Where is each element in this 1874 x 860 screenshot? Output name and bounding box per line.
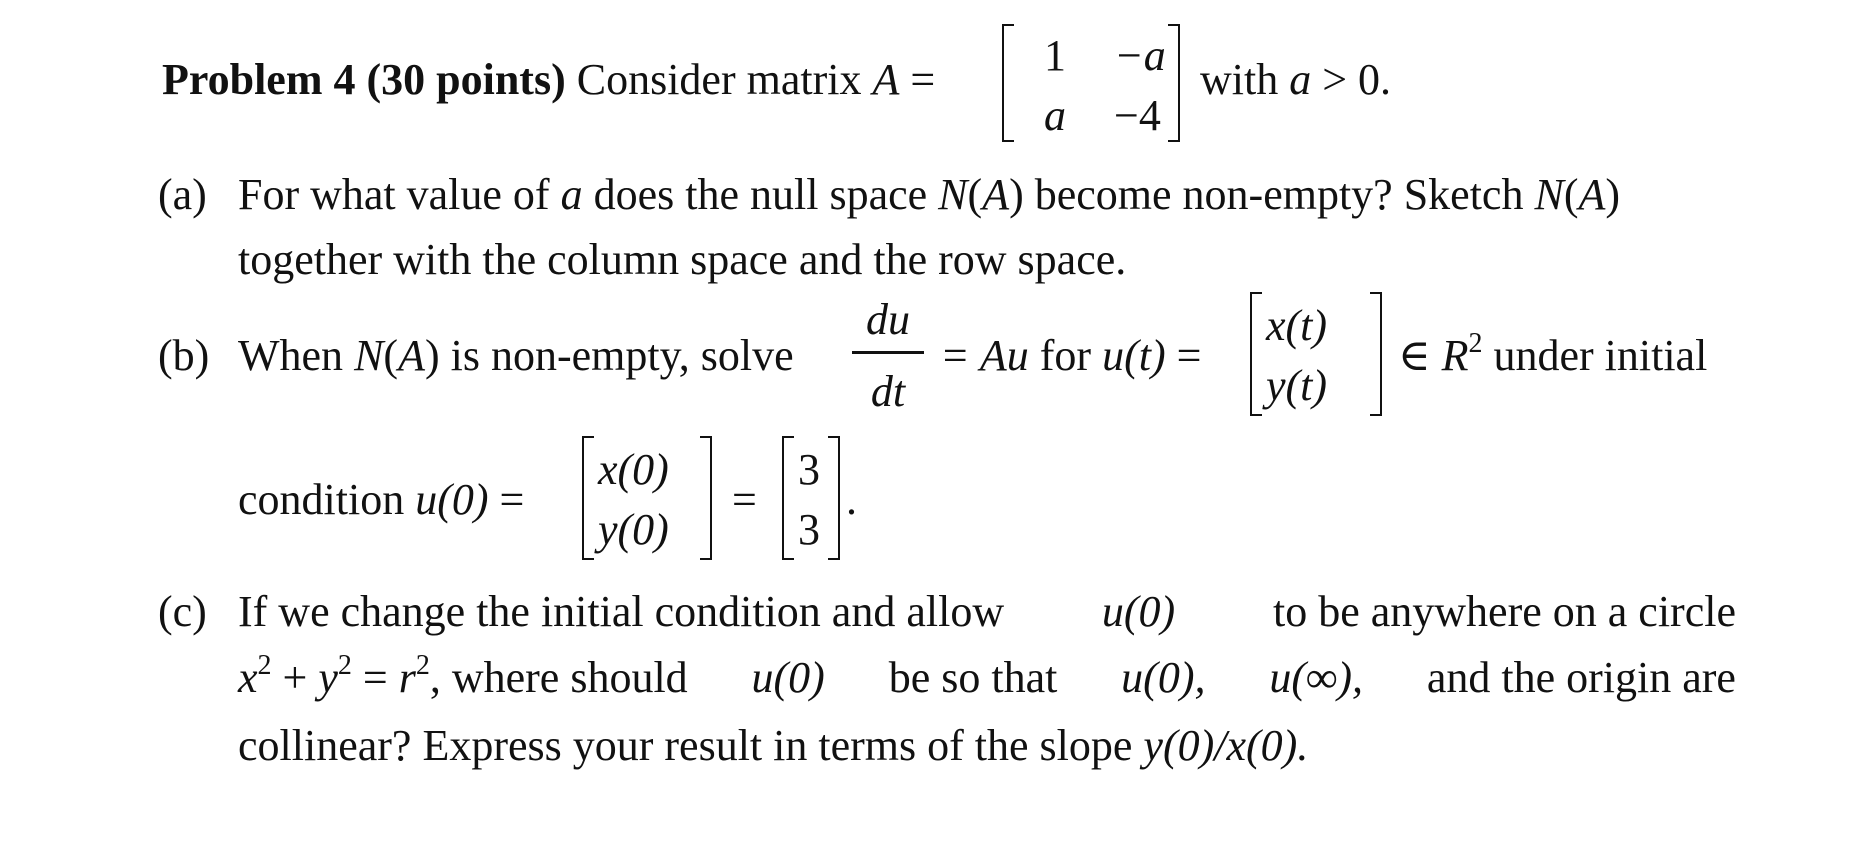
vector-values <box>782 436 840 560</box>
part-a-label: (a) <box>158 170 207 219</box>
part-c-line-2: $x^2 + y^2 = r^2$, where should u(0) be so that u(0), u(∞), and the origin are <box>238 650 1736 702</box>
right-bracket <box>700 436 712 560</box>
vector-entry: 3 <box>798 505 820 554</box>
vector-u-t <box>1250 292 1382 416</box>
circle-equation: $x^2 + y^2 = r^2$, where should <box>238 650 688 702</box>
part-c-label: (c) <box>158 587 207 636</box>
problem-page: Problem 4 (30 points) Consider matrix A = 1 −a a −4 with a > 0. (a) For what value of a does the null space N(A) become non-empty? Sketch N(A) together with the column space and the row space. (b) When N(A) is non-empty, solve du dt = Au for u(t) = x(t) y(t) ∈ $R^2$ under initial condition u(0) = x(0) y(0) = 3 3 . (c) If we change the initial condition and allow u(0) to be anywhere on a circle $x^2 + y^2 = r^2$, where should u(0) be so that u(0), u(∞), and the origin are collinear? Express your result in terms of the slope y(0)/x(0). <box>0 0 1874 860</box>
matrix-cell: 1 <box>1044 31 1066 80</box>
vector-u-0 <box>582 436 712 560</box>
part-b-line-2: condition u(0) = <box>238 475 525 524</box>
part-a-line-2: together with the column space and the row space. <box>238 235 1127 284</box>
part-b-line-1-tail: ∈ $R^2$ under initial <box>1398 328 1708 380</box>
right-bracket <box>828 436 840 560</box>
left-bracket <box>1250 292 1262 416</box>
vector-entry: y(t) <box>1266 361 1328 410</box>
right-bracket <box>1370 292 1382 416</box>
left-bracket <box>1002 24 1014 142</box>
matrix-condition: with a > 0. <box>1200 55 1392 104</box>
problem-title: Problem 4 (30 points) <box>162 55 566 104</box>
period: . <box>846 475 857 524</box>
left-bracket <box>582 436 594 560</box>
part-c-line-1: If we change the initial condition and allow u(0) to be anywhere on a circle <box>238 587 1736 636</box>
left-bracket <box>782 436 794 560</box>
vector-entry: x(t) <box>1266 301 1328 350</box>
matrix-cell: −4 <box>1114 91 1161 140</box>
part-c-line-3: collinear? Express your result in terms of the slope y(0)/x(0). <box>238 721 1309 770</box>
ode-rhs: = Au for u(t) = <box>940 331 1202 380</box>
vector-entry: 3 <box>798 445 820 494</box>
fraction-bar <box>852 351 924 354</box>
matrix-cell: −a <box>1114 31 1166 80</box>
equals-sign: = <box>732 475 757 524</box>
right-bracket <box>1168 24 1180 142</box>
matrix-a <box>1002 24 1180 142</box>
problem-header: Problem 4 (30 points) Consider matrix A = <box>162 55 936 104</box>
derivative-fraction: du <box>866 295 910 344</box>
vector-entry: y(0) <box>598 505 669 554</box>
part-b-line-1: When N(A) is non-empty, solve <box>238 331 794 380</box>
part-a-line-1: For what value of a does the null space N(A) become non-empty? Sketch N(A) <box>238 170 1621 219</box>
part-b-label: (b) <box>158 331 210 380</box>
vector-entry: x(0) <box>598 445 669 494</box>
matrix-cell: a <box>1044 91 1066 140</box>
